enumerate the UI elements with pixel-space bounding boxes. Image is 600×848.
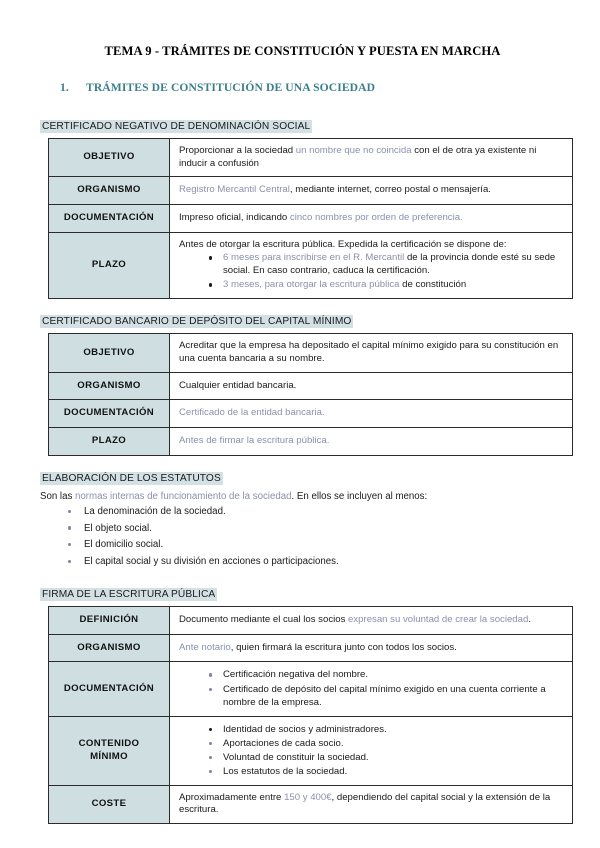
table-row: [49, 400, 573, 428]
table-cell-value: [170, 607, 573, 635]
highlighted-text: expresan su voluntad de crear la sociedad: [348, 614, 529, 626]
estatutos-intro-text: [40, 490, 565, 504]
cell-bullet-list: [179, 668, 563, 708]
plain-text: Son las: [40, 490, 76, 502]
plain-text: con el de otra ya existente ni inducir a confusión: [179, 145, 537, 169]
list-item: [201, 683, 563, 709]
plain-text: Aportaciones de cada socio.: [223, 737, 344, 749]
table-row: [49, 634, 573, 662]
table-cell-value: [170, 716, 573, 785]
table-cell-label: PLAZO: [49, 232, 170, 299]
table-cell-value: [170, 400, 573, 428]
cell-paragraph: [179, 340, 563, 365]
table-cell-label: OBJETIVO: [49, 139, 170, 177]
highlighted-text: Ante notario: [179, 641, 231, 653]
plain-text: Impreso oficial, indicando: [179, 211, 290, 223]
info-table: [48, 138, 573, 299]
table-row: [49, 177, 573, 205]
table-row: [49, 204, 573, 232]
table-cell-label: DOCUMENTACIÓN: [49, 204, 170, 232]
table-cell-value: [170, 785, 573, 823]
plain-text: , mediante internet, correo postal o mensajería.: [289, 184, 491, 196]
plain-text: Voluntad de constituir la sociedad.: [223, 751, 369, 763]
highlighted-text: un nombre que no coincida: [295, 145, 412, 156]
plain-text: Aproximadamente entre: [179, 791, 285, 803]
cell-paragraph: [179, 407, 563, 420]
list-item: El objeto social.: [66, 522, 565, 535]
table-row: [49, 785, 573, 823]
plain-text: Certificado de depósito del capital mínimo exigido en una cuenta corriente a nombre de la empresa.: [223, 683, 546, 708]
list-item: [201, 278, 563, 291]
section-heading: CERTIFICADO NEGATIVO DE DENOMINACIÓN SOCIAL: [42, 121, 311, 132]
cell-paragraph: [179, 435, 563, 448]
highlighted-text: normas internas de funcionamiento de la sociedad: [75, 490, 292, 502]
table-row: [49, 334, 573, 372]
table-row: [49, 428, 573, 456]
firma-heading-wrap: [40, 584, 565, 604]
section-heading-wrap: [40, 311, 565, 331]
plain-text: Documento mediante el cual los socios: [179, 614, 349, 626]
list-item: El domicilio social.: [66, 538, 565, 551]
estatutos-heading-wrap: [40, 468, 565, 488]
cell-paragraph: [179, 212, 563, 225]
table-cell-label: ORGANISMO: [49, 372, 170, 400]
table-row: [49, 139, 573, 177]
table-cell-value: [170, 204, 573, 232]
table-cell-label: CONTENIDO MÍNIMO: [49, 716, 170, 785]
plain-text: Acreditar que la empresa ha depositado el capital mínimo exigido para su constitución en una cuenta bancaria a su nombre.: [179, 340, 559, 365]
list-item: [201, 765, 563, 778]
cell-bullet-list: [179, 723, 563, 778]
section-heading-wrap: [40, 116, 565, 136]
list-item: [201, 737, 563, 750]
table-cell-value: [170, 372, 573, 400]
table-cell-label: PLAZO: [49, 428, 170, 456]
cell-paragraph: [179, 614, 563, 627]
list-item: El capital social y su división en acciones o participaciones.: [66, 555, 565, 568]
table-row: [49, 372, 573, 400]
table-cell-label: OBJETIVO: [49, 334, 170, 372]
plain-text: Los estatutos de la sociedad.: [223, 765, 348, 777]
highlighted-text: cinco nombres por orden de preferencia.: [289, 211, 463, 223]
table-cell-value: [170, 428, 573, 456]
list-item: [201, 251, 563, 277]
cell-paragraph: [179, 380, 563, 393]
table-cell-value: [170, 177, 573, 205]
plain-text: de la provincia donde esté su sede social. En caso contrario, caduca la certificación.: [223, 252, 556, 277]
plain-text: Identidad de socios y administradores.: [223, 723, 387, 735]
table-cell-value: [170, 139, 573, 177]
plain-text: , quien firmará la escritura junto con todos los socios.: [230, 641, 457, 653]
page-title: TEMA 9 - TRÁMITES DE CONSTITUCIÓN Y PUESTA EN MARCHA: [104, 44, 501, 58]
table-cell-value: [170, 232, 573, 299]
firma-escritura-table: [48, 606, 573, 824]
table-row: [49, 232, 573, 299]
highlighted-text: 3 meses, para otorgar la escritura pública: [223, 279, 400, 291]
table-cell-label: DOCUMENTACIÓN: [49, 400, 170, 428]
cell-lead-text: Antes de otorgar la escritura pública. Expedida la certificación se dispone de:: [179, 238, 507, 250]
table-row: [49, 662, 573, 716]
list-item: [201, 668, 563, 681]
list-item: [201, 751, 563, 764]
cell-paragraph: [179, 642, 563, 655]
cell-paragraph: [179, 145, 563, 170]
cell-paragraph: [179, 792, 563, 817]
plain-text: Certificación negativa del nombre.: [223, 669, 369, 681]
table-row: [49, 607, 573, 635]
section-heading: CERTIFICADO BANCARIO DE DEPÓSITO DEL CAPITAL MÍNIMO: [42, 316, 352, 328]
list-item: [201, 723, 563, 736]
highlighted-text: Registro Mercantil Central: [179, 184, 290, 196]
numbered-heading: [40, 81, 565, 94]
table-cell-label: COSTE: [49, 785, 170, 823]
cell-bullet-list: [179, 251, 563, 291]
plain-text: Cualquier entidad bancaria.: [179, 379, 297, 391]
estatutos-list: [40, 505, 565, 568]
plain-text: . En ellos se incluyen al menos:: [291, 490, 428, 502]
table-cell-value: [170, 634, 573, 662]
section-heading-firma: FIRMA DE LA ESCRITURA PÚBLICA: [42, 589, 216, 601]
table-cell-value: [170, 334, 573, 372]
plain-text: .: [528, 614, 531, 626]
plain-text: de constitución: [399, 279, 467, 291]
cell-paragraph: [179, 184, 563, 197]
highlighted-text: 150 y 400€: [284, 791, 332, 803]
info-table: [48, 333, 573, 455]
sections-container: [40, 116, 565, 456]
table-cell-label: DEFINICIÓN: [49, 607, 170, 635]
table-cell-label: ORGANISMO: [49, 177, 170, 205]
highlighted-text: Antes de firmar la escritura pública.: [179, 435, 330, 447]
highlighted-text: Certificado de la entidad bancaria.: [179, 407, 325, 419]
table-row: [49, 716, 573, 785]
plain-text: Proporcionar a la sociedad: [179, 145, 296, 156]
numbered-heading-text: TRÁMITES DE CONSTITUCIÓN DE UNA SOCIEDAD: [86, 81, 376, 94]
table-cell-label: DOCUMENTACIÓN: [49, 662, 170, 716]
plain-text: , dependiendo del capital social y la extensión de la escritura.: [179, 791, 551, 816]
list-item: La denominación de la sociedad.: [66, 505, 565, 518]
table-cell-label: ORGANISMO: [49, 634, 170, 662]
section-heading-estatutos: ELABORACIÓN DE LOS ESTATUTOS: [42, 472, 221, 484]
numbered-heading-number: 1.: [60, 81, 69, 94]
table-cell-value: [170, 662, 573, 716]
highlighted-text: 6 meses para inscribirse en el R. Mercantil: [223, 252, 405, 264]
